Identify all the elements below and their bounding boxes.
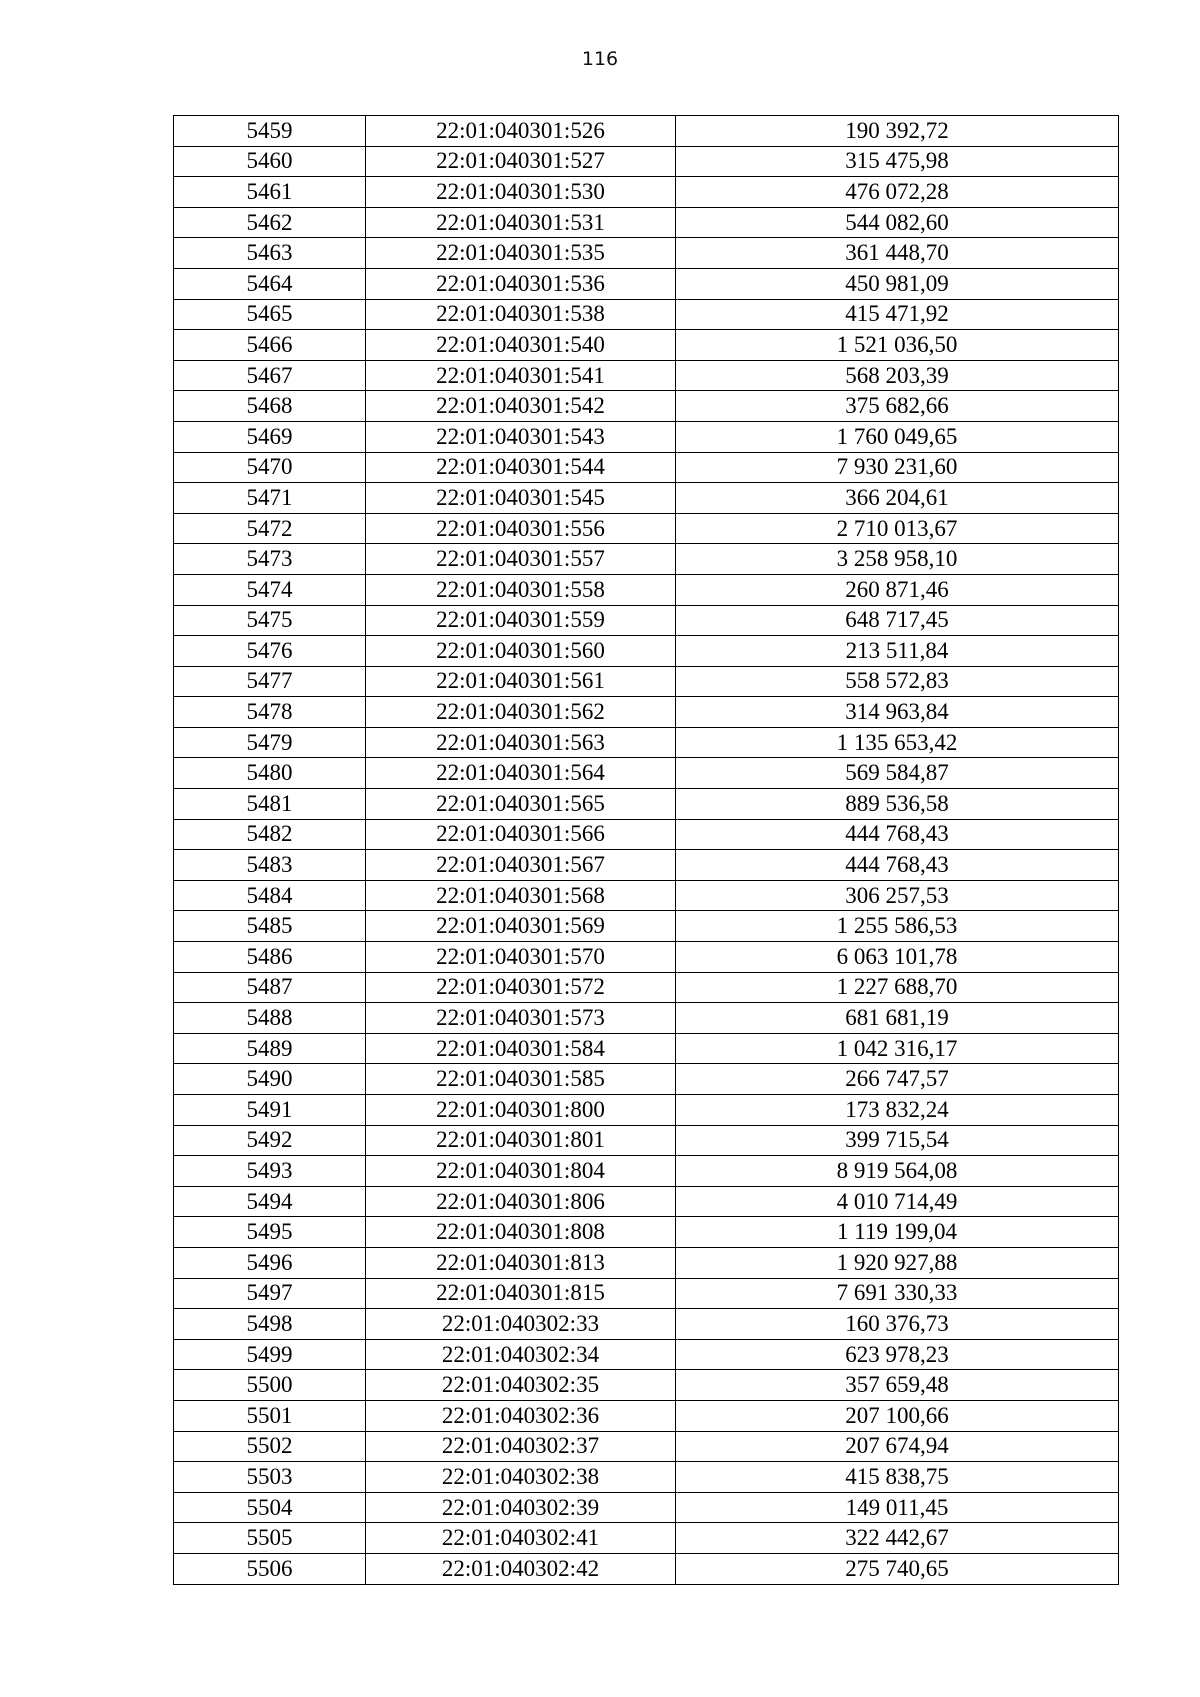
cadastral-number-cell: 22:01:040301:540 bbox=[366, 330, 676, 361]
row-number-cell: 5462 bbox=[174, 207, 366, 238]
table-row bbox=[174, 1247, 1119, 1278]
table-row bbox=[174, 1003, 1119, 1034]
row-number-cell: 5469 bbox=[174, 421, 366, 452]
cadastral-number-cell: 22:01:040301:569 bbox=[366, 911, 676, 942]
cadastral-value-cell: 4 010 714,49 bbox=[676, 1186, 1119, 1217]
row-number-cell: 5490 bbox=[174, 1064, 366, 1095]
cadastral-number-cell: 22:01:040302:41 bbox=[366, 1523, 676, 1554]
table-row bbox=[174, 391, 1119, 422]
row-number-cell: 5506 bbox=[174, 1553, 366, 1584]
cadastral-value-cell: 444 768,43 bbox=[676, 819, 1119, 850]
row-number-cell: 5466 bbox=[174, 330, 366, 361]
table-row bbox=[174, 299, 1119, 330]
cadastral-value-cell: 275 740,65 bbox=[676, 1553, 1119, 1584]
row-number-cell: 5470 bbox=[174, 452, 366, 483]
row-number-cell: 5464 bbox=[174, 268, 366, 299]
table-row bbox=[174, 360, 1119, 391]
row-number-cell: 5477 bbox=[174, 666, 366, 697]
table-row bbox=[174, 1523, 1119, 1554]
table-row bbox=[174, 1156, 1119, 1187]
cadastral-value-cell: 2 710 013,67 bbox=[676, 513, 1119, 544]
cadastral-number-cell: 22:01:040301:806 bbox=[366, 1186, 676, 1217]
cadastral-number-cell: 22:01:040301:544 bbox=[366, 452, 676, 483]
table-row bbox=[174, 1400, 1119, 1431]
cadastral-value-cell: 399 715,54 bbox=[676, 1125, 1119, 1156]
cadastral-number-cell: 22:01:040302:42 bbox=[366, 1553, 676, 1584]
row-number-cell: 5465 bbox=[174, 299, 366, 330]
cadastral-value-cell: 648 717,45 bbox=[676, 605, 1119, 636]
table-row bbox=[174, 1095, 1119, 1126]
cadastral-number-cell: 22:01:040301:542 bbox=[366, 391, 676, 422]
cadastral-number-cell: 22:01:040301:526 bbox=[366, 116, 676, 147]
table-row bbox=[174, 452, 1119, 483]
cadastral-number-cell: 22:01:040301:536 bbox=[366, 268, 676, 299]
row-number-cell: 5461 bbox=[174, 177, 366, 208]
cadastral-value-table bbox=[173, 115, 1119, 1585]
row-number-cell: 5479 bbox=[174, 727, 366, 758]
cadastral-value-cell: 366 204,61 bbox=[676, 483, 1119, 514]
table-row bbox=[174, 666, 1119, 697]
row-number-cell: 5483 bbox=[174, 850, 366, 881]
cadastral-value-cell: 1 521 036,50 bbox=[676, 330, 1119, 361]
cadastral-number-cell: 22:01:040301:559 bbox=[366, 605, 676, 636]
row-number-cell: 5467 bbox=[174, 360, 366, 391]
cadastral-value-cell: 6 063 101,78 bbox=[676, 942, 1119, 973]
cadastral-number-cell: 22:01:040301:562 bbox=[366, 697, 676, 728]
cadastral-number-cell: 22:01:040301:557 bbox=[366, 544, 676, 575]
table-row bbox=[174, 421, 1119, 452]
cadastral-number-cell: 22:01:040301:535 bbox=[366, 238, 676, 269]
table-row bbox=[174, 727, 1119, 758]
cadastral-value-cell: 375 682,66 bbox=[676, 391, 1119, 422]
table-row bbox=[174, 1431, 1119, 1462]
cadastral-value-cell: 357 659,48 bbox=[676, 1370, 1119, 1401]
cadastral-number-cell: 22:01:040301:804 bbox=[366, 1156, 676, 1187]
row-number-cell: 5481 bbox=[174, 789, 366, 820]
cadastral-value-cell: 260 871,46 bbox=[676, 574, 1119, 605]
cadastral-value-cell: 444 768,43 bbox=[676, 850, 1119, 881]
row-number-cell: 5503 bbox=[174, 1462, 366, 1493]
table-row bbox=[174, 1278, 1119, 1309]
cadastral-number-cell: 22:01:040301:572 bbox=[366, 972, 676, 1003]
cadastral-value-cell: 450 981,09 bbox=[676, 268, 1119, 299]
table-row bbox=[174, 1125, 1119, 1156]
row-number-cell: 5484 bbox=[174, 880, 366, 911]
table-row bbox=[174, 636, 1119, 667]
cadastral-value-cell: 7 691 330,33 bbox=[676, 1278, 1119, 1309]
row-number-cell: 5499 bbox=[174, 1339, 366, 1370]
cadastral-value-cell: 569 584,87 bbox=[676, 758, 1119, 789]
row-number-cell: 5474 bbox=[174, 574, 366, 605]
cadastral-number-cell: 22:01:040302:36 bbox=[366, 1400, 676, 1431]
cadastral-number-cell: 22:01:040301:541 bbox=[366, 360, 676, 391]
row-number-cell: 5459 bbox=[174, 116, 366, 147]
cadastral-number-cell: 22:01:040301:567 bbox=[366, 850, 676, 881]
row-number-cell: 5480 bbox=[174, 758, 366, 789]
cadastral-number-cell: 22:01:040301:543 bbox=[366, 421, 676, 452]
row-number-cell: 5486 bbox=[174, 942, 366, 973]
row-number-cell: 5500 bbox=[174, 1370, 366, 1401]
cadastral-value-cell: 889 536,58 bbox=[676, 789, 1119, 820]
cadastral-value-cell: 1 119 199,04 bbox=[676, 1217, 1119, 1248]
row-number-cell: 5478 bbox=[174, 697, 366, 728]
table-row bbox=[174, 942, 1119, 973]
cadastral-number-cell: 22:01:040301:556 bbox=[366, 513, 676, 544]
table-row bbox=[174, 513, 1119, 544]
row-number-cell: 5505 bbox=[174, 1523, 366, 1554]
row-number-cell: 5485 bbox=[174, 911, 366, 942]
row-number-cell: 5488 bbox=[174, 1003, 366, 1034]
table-row bbox=[174, 789, 1119, 820]
cadastral-number-cell: 22:01:040301:531 bbox=[366, 207, 676, 238]
cadastral-number-cell: 22:01:040301:585 bbox=[366, 1064, 676, 1095]
cadastral-value-cell: 149 011,45 bbox=[676, 1492, 1119, 1523]
cadastral-value-cell: 173 832,24 bbox=[676, 1095, 1119, 1126]
cadastral-value-cell: 266 747,57 bbox=[676, 1064, 1119, 1095]
cadastral-value-cell: 306 257,53 bbox=[676, 880, 1119, 911]
table-row bbox=[174, 544, 1119, 575]
table-row bbox=[174, 330, 1119, 361]
cadastral-value-cell: 207 100,66 bbox=[676, 1400, 1119, 1431]
cadastral-value-cell: 1 920 927,88 bbox=[676, 1247, 1119, 1278]
cadastral-value-cell: 7 930 231,60 bbox=[676, 452, 1119, 483]
cadastral-number-cell: 22:01:040301:566 bbox=[366, 819, 676, 850]
cadastral-value-cell: 315 475,98 bbox=[676, 146, 1119, 177]
cadastral-number-cell: 22:01:040301:570 bbox=[366, 942, 676, 973]
cadastral-value-cell: 322 442,67 bbox=[676, 1523, 1119, 1554]
row-number-cell: 5493 bbox=[174, 1156, 366, 1187]
row-number-cell: 5460 bbox=[174, 146, 366, 177]
table-row bbox=[174, 605, 1119, 636]
cadastral-number-cell: 22:01:040301:564 bbox=[366, 758, 676, 789]
cadastral-number-cell: 22:01:040301:813 bbox=[366, 1247, 676, 1278]
table-row bbox=[174, 850, 1119, 881]
cadastral-number-cell: 22:01:040301:568 bbox=[366, 880, 676, 911]
table-row bbox=[174, 238, 1119, 269]
cadastral-value-cell: 190 392,72 bbox=[676, 116, 1119, 147]
cadastral-number-cell: 22:01:040301:563 bbox=[366, 727, 676, 758]
table-row bbox=[174, 1492, 1119, 1523]
table-row bbox=[174, 116, 1119, 147]
table-body bbox=[174, 116, 1119, 1585]
table-row bbox=[174, 146, 1119, 177]
cadastral-number-cell: 22:01:040301:560 bbox=[366, 636, 676, 667]
row-number-cell: 5498 bbox=[174, 1309, 366, 1340]
cadastral-number-cell: 22:01:040302:39 bbox=[366, 1492, 676, 1523]
cadastral-value-cell: 8 919 564,08 bbox=[676, 1156, 1119, 1187]
cadastral-value-cell: 1 255 586,53 bbox=[676, 911, 1119, 942]
table-row bbox=[174, 972, 1119, 1003]
table-row bbox=[174, 697, 1119, 728]
row-number-cell: 5475 bbox=[174, 605, 366, 636]
cadastral-number-cell: 22:01:040301:801 bbox=[366, 1125, 676, 1156]
cadastral-value-cell: 207 674,94 bbox=[676, 1431, 1119, 1462]
table-row bbox=[174, 1064, 1119, 1095]
table-row bbox=[174, 207, 1119, 238]
cadastral-number-cell: 22:01:040302:38 bbox=[366, 1462, 676, 1493]
table-row bbox=[174, 1462, 1119, 1493]
row-number-cell: 5504 bbox=[174, 1492, 366, 1523]
cadastral-value-cell: 1 227 688,70 bbox=[676, 972, 1119, 1003]
cadastral-number-cell: 22:01:040302:33 bbox=[366, 1309, 676, 1340]
table-row bbox=[174, 268, 1119, 299]
cadastral-number-cell: 22:01:040301:565 bbox=[366, 789, 676, 820]
table-row bbox=[174, 880, 1119, 911]
cadastral-number-cell: 22:01:040301:808 bbox=[366, 1217, 676, 1248]
row-number-cell: 5476 bbox=[174, 636, 366, 667]
cadastral-value-cell: 1 135 653,42 bbox=[676, 727, 1119, 758]
table-row bbox=[174, 1309, 1119, 1340]
row-number-cell: 5502 bbox=[174, 1431, 366, 1462]
row-number-cell: 5487 bbox=[174, 972, 366, 1003]
cadastral-number-cell: 22:01:040301:558 bbox=[366, 574, 676, 605]
cadastral-value-cell: 1 042 316,17 bbox=[676, 1033, 1119, 1064]
table-row bbox=[174, 1217, 1119, 1248]
row-number-cell: 5491 bbox=[174, 1095, 366, 1126]
cadastral-number-cell: 22:01:040302:35 bbox=[366, 1370, 676, 1401]
cadastral-value-cell: 3 258 958,10 bbox=[676, 544, 1119, 575]
row-number-cell: 5495 bbox=[174, 1217, 366, 1248]
cadastral-value-cell: 160 376,73 bbox=[676, 1309, 1119, 1340]
cadastral-value-cell: 415 471,92 bbox=[676, 299, 1119, 330]
cadastral-value-cell: 415 838,75 bbox=[676, 1462, 1119, 1493]
table-row bbox=[174, 1339, 1119, 1370]
row-number-cell: 5463 bbox=[174, 238, 366, 269]
cadastral-number-cell: 22:01:040301:800 bbox=[366, 1095, 676, 1126]
cadastral-number-cell: 22:01:040301:584 bbox=[366, 1033, 676, 1064]
row-number-cell: 5492 bbox=[174, 1125, 366, 1156]
row-number-cell: 5473 bbox=[174, 544, 366, 575]
row-number-cell: 5501 bbox=[174, 1400, 366, 1431]
cadastral-number-cell: 22:01:040301:530 bbox=[366, 177, 676, 208]
row-number-cell: 5494 bbox=[174, 1186, 366, 1217]
table-row bbox=[174, 911, 1119, 942]
cadastral-value-cell: 544 082,60 bbox=[676, 207, 1119, 238]
cadastral-number-cell: 22:01:040301:561 bbox=[366, 666, 676, 697]
row-number-cell: 5489 bbox=[174, 1033, 366, 1064]
cadastral-value-cell: 623 978,23 bbox=[676, 1339, 1119, 1370]
row-number-cell: 5496 bbox=[174, 1247, 366, 1278]
table-row bbox=[174, 483, 1119, 514]
page-number: 116 bbox=[581, 48, 619, 70]
table-row bbox=[174, 574, 1119, 605]
cadastral-number-cell: 22:01:040302:37 bbox=[366, 1431, 676, 1462]
row-number-cell: 5472 bbox=[174, 513, 366, 544]
cadastral-number-cell: 22:01:040301:815 bbox=[366, 1278, 676, 1309]
cadastral-number-cell: 22:01:040301:527 bbox=[366, 146, 676, 177]
table-row bbox=[174, 758, 1119, 789]
row-number-cell: 5497 bbox=[174, 1278, 366, 1309]
table-row bbox=[174, 1370, 1119, 1401]
row-number-cell: 5482 bbox=[174, 819, 366, 850]
cadastral-value-cell: 568 203,39 bbox=[676, 360, 1119, 391]
cadastral-number-cell: 22:01:040301:538 bbox=[366, 299, 676, 330]
cadastral-value-cell: 681 681,19 bbox=[676, 1003, 1119, 1034]
cadastral-value-cell: 361 448,70 bbox=[676, 238, 1119, 269]
table-row bbox=[174, 1033, 1119, 1064]
cadastral-value-cell: 1 760 049,65 bbox=[676, 421, 1119, 452]
cadastral-value-cell: 314 963,84 bbox=[676, 697, 1119, 728]
table-row bbox=[174, 819, 1119, 850]
row-number-cell: 5471 bbox=[174, 483, 366, 514]
table-row bbox=[174, 1186, 1119, 1217]
table-row bbox=[174, 177, 1119, 208]
table-row bbox=[174, 1553, 1119, 1584]
cadastral-number-cell: 22:01:040302:34 bbox=[366, 1339, 676, 1370]
row-number-cell: 5468 bbox=[174, 391, 366, 422]
cadastral-value-cell: 558 572,83 bbox=[676, 666, 1119, 697]
cadastral-value-cell: 476 072,28 bbox=[676, 177, 1119, 208]
cadastral-number-cell: 22:01:040301:545 bbox=[366, 483, 676, 514]
cadastral-number-cell: 22:01:040301:573 bbox=[366, 1003, 676, 1034]
cadastral-value-cell: 213 511,84 bbox=[676, 636, 1119, 667]
